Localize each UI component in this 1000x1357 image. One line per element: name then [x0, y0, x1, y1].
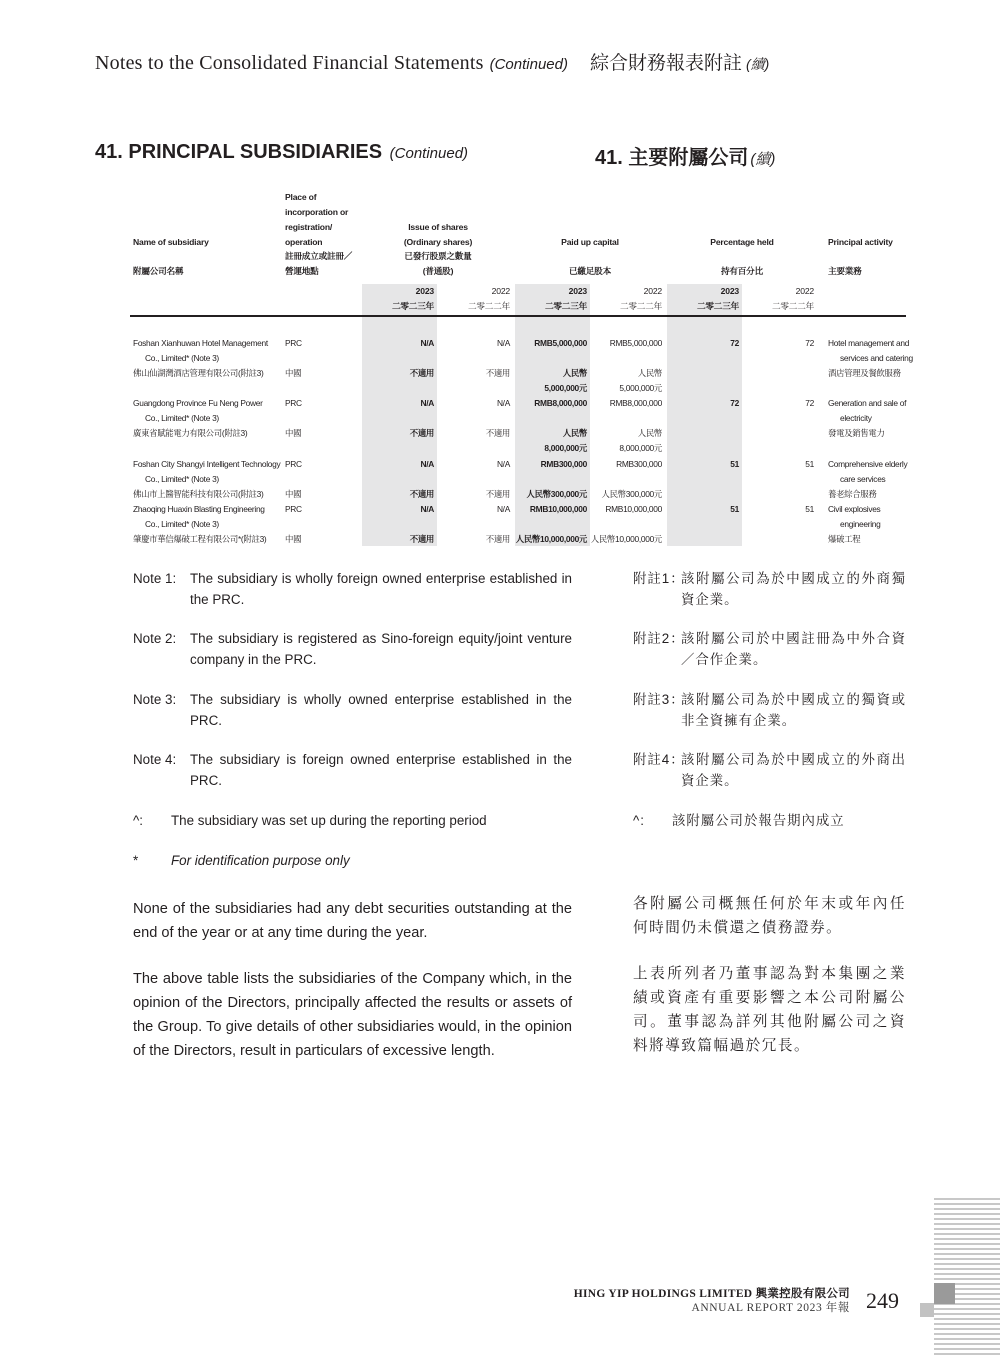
year-issue-2022: 2022: [491, 286, 510, 296]
year-paid-2023: 2023: [568, 286, 587, 296]
row4-pct-2022: 51: [805, 504, 814, 514]
row3-pct-2023: 51: [730, 459, 739, 469]
note-caret-en: ^: The subsidiary was set up during the reporting period: [133, 813, 487, 828]
th-name-en: Name of subsidiary: [133, 237, 209, 247]
row1-name-zh: 佛山仙湖灣酒店管理有限公司(附註3): [133, 368, 264, 378]
row4-place-zh: 中國: [285, 534, 302, 544]
th-paid-en: Paid up capital: [561, 237, 619, 247]
row2-paid-2022-en: RMB8,000,000: [609, 398, 662, 408]
row4-activity-en-1: Civil explosives: [828, 504, 881, 514]
row2-name-en-2: Co., Limited* (Note 3): [145, 413, 219, 423]
row3-pct-2022: 51: [805, 459, 814, 469]
note-2-zh: 附註2： 該附屬公司於中國註冊為中外合資／合作企業。: [633, 631, 906, 667]
th-name-zh: 附屬公司名稱: [133, 266, 184, 276]
running-header: [95, 48, 769, 75]
row1-pct-2022: 72: [805, 338, 814, 348]
row3-name-en-2: Co., Limited* (Note 3): [145, 474, 219, 484]
row1-issue-2022-en: N/A: [496, 338, 510, 348]
note-1-zh: 附註1： 該附屬公司為於中國成立的外商獨資企業。: [633, 571, 906, 607]
year-pct-2022: 2022: [795, 286, 814, 296]
year-issue-2023: 2023: [415, 286, 434, 296]
row1-issue-2023-en: N/A: [420, 338, 434, 348]
row4-issue-2022-zh: 不適用: [485, 534, 510, 544]
row1-place-en: PRC: [285, 338, 302, 348]
row1-paid-2023-zh-2: 5,000,000元: [544, 383, 587, 393]
row2-issue-2023-en: N/A: [420, 398, 434, 408]
row3-issue-2022-en: N/A: [496, 459, 510, 469]
row1-activity-en-2: services and catering: [840, 353, 913, 363]
row1-name-en-1: Foshan Xianhuwan Hotel Management: [133, 338, 268, 348]
row3-place-en: PRC: [285, 459, 302, 469]
row2-paid-2023-en: RMB8,000,000: [534, 398, 587, 408]
row4-paid-2023-en: RMB10,000,000: [529, 504, 587, 514]
row3-name-zh: 佛山市上醫智能科技有限公司(附註3): [133, 489, 264, 499]
row4-name-en-2: Co., Limited* (Note 3): [145, 519, 219, 529]
row4-activity-zh: 爆破工程: [828, 534, 861, 544]
section-title-en: 41. PRINCIPAL SUBSIDIARIES (Continued): [95, 141, 469, 163]
th-issue-en-2: (Ordinary shares): [403, 237, 473, 247]
row1-issue-2023-zh: 不適用: [409, 368, 434, 378]
th-pct-zh: 持有百分比: [721, 266, 763, 276]
footer-small-square-decoration: [920, 1303, 934, 1317]
row4-paid-2023-zh-1: 人民幣10,000,000元: [515, 534, 587, 544]
row1-paid-2022-zh-1: 人民幣: [637, 368, 662, 378]
th-activity-zh: 主要業務: [828, 266, 862, 276]
row1-activity-zh: 酒店管理及餐飲服務: [828, 368, 901, 378]
row3-paid-2023-en: RMB300,000: [540, 459, 587, 469]
row2-issue-2022-zh: 不適用: [485, 428, 510, 438]
row1-paid-2023-en: RMB5,000,000: [534, 338, 587, 348]
paragraph-table-zh: 上表所列者乃董事認為對本集團之業績或資產有重要影響之本公司附屬公司。董事認為詳列其他附屬公司之資料將導致篇幅過於冗長。: [633, 966, 906, 1054]
note-2-en: Note 2: The subsidiary is registered as Sino-foreign equity/joint venture company in the PRC.: [133, 631, 572, 667]
row4-place-en: PRC: [285, 504, 302, 514]
header-title-en: Notes to the Consolidated Financial Statements: [95, 52, 484, 74]
row3-paid-2023-zh-1: 人民幣300,000元: [526, 489, 587, 499]
note-asterisk-en: * For identification purpose only: [133, 853, 350, 868]
year-paid-2023-zh: 二零二三年: [545, 301, 587, 311]
row3-issue-2022-zh: 不適用: [485, 489, 510, 499]
row4-activity-en-2: engineering: [840, 519, 881, 529]
table-header-rule: [130, 315, 906, 317]
row2-name-zh: 廣東省賦能電力有限公司(附註3): [133, 428, 248, 438]
th-place-en-2: incorporation or: [285, 207, 349, 217]
row3-activity-zh: 養老綜合服務: [828, 489, 877, 499]
row2-issue-2022-en: N/A: [496, 398, 510, 408]
th-pct-en: Percentage held: [710, 237, 774, 247]
row2-pct-2022: 72: [805, 398, 814, 408]
year-issue-2022-zh: 二零二二年: [468, 301, 510, 311]
th-place-en-3: registration/: [285, 222, 333, 232]
row4-pct-2023: 51: [730, 504, 739, 514]
section-title-zh: 41. 主要附屬公司 (續): [595, 147, 776, 169]
note-4-zh: 附註4： 該附屬公司為於中國成立的外商出資企業。: [633, 752, 906, 788]
row3-paid-2022-zh-1: 人民幣300,000元: [601, 489, 662, 499]
row2-activity-en-1: Generation and sale of: [828, 398, 907, 408]
th-place-en-4: operation: [285, 237, 323, 247]
row2-activity-zh: 發電及銷售電力: [828, 428, 885, 438]
row4-issue-2023-zh: 不適用: [409, 534, 434, 544]
row3-activity-en-2: care services: [840, 474, 886, 484]
row2-place-zh: 中國: [285, 428, 302, 438]
note-caret-zh: ^: 該附屬公司於報告期內成立: [633, 813, 845, 828]
th-paid-zh: 已繳足股本: [569, 266, 611, 276]
row4-issue-2023-en: N/A: [420, 504, 434, 514]
th-place-zh-2: 營運地點: [285, 266, 319, 276]
th-place-en-1: Place of: [285, 192, 317, 202]
row4-paid-2022-zh-1: 人民幣10,000,000元: [590, 534, 662, 544]
th-issue-zh-1: 已發行股票之數量: [404, 251, 472, 261]
footer-stripes-decoration: [934, 1198, 1000, 1357]
row1-paid-2022-en: RMB5,000,000: [609, 338, 662, 348]
year-pct-2023-zh: 二零二三年: [697, 301, 739, 311]
year-paid-2022: 2022: [643, 286, 662, 296]
footer-company: HING YIP HOLDINGS LIMITED 興業控股有限公司: [573, 1288, 850, 1300]
note-3-en: Note 3: The subsidiary is wholly owned enterprise established in the PRC.: [133, 692, 572, 728]
paragraph-table-en: The above table lists the subsidiaries of the Company which, in the opinion of the Directors, principally affected the results or assets of the Group. To give details of other subsidiaries would, in the opinion of the Directors, result in particulars of excessive length.: [133, 971, 572, 1059]
row3-issue-2023-en: N/A: [420, 459, 434, 469]
header-continued-zh: (續): [746, 56, 770, 72]
row2-place-en: PRC: [285, 398, 302, 408]
row2-issue-2023-zh: 不適用: [409, 428, 434, 438]
footer-report: ANNUAL REPORT 2023 年報: [691, 1302, 850, 1314]
row4-issue-2022-en: N/A: [496, 504, 510, 514]
row4-name-zh: 肇慶市華信爆破工程有限公司*(附註3): [133, 534, 267, 544]
row1-pct-2023: 72: [730, 338, 739, 348]
th-activity-en: Principal activity: [828, 237, 893, 247]
row3-paid-2022-en: RMB300,000: [616, 459, 662, 469]
row1-place-zh: 中國: [285, 368, 302, 378]
row1-paid-2023-zh-1: 人民幣: [562, 368, 587, 378]
row3-issue-2023-zh: 不適用: [409, 489, 434, 499]
paragraph-debt-zh: 各附屬公司概無任何於年末或年內任何時間仍未償還之債務證券。: [633, 896, 906, 936]
note-3-zh: 附註3： 該附屬公司為於中國成立的獨資或非全資擁有企業。: [633, 692, 906, 728]
th-issue-en-1: Issue of shares: [408, 222, 468, 232]
th-issue-zh-2: (普通股): [422, 266, 454, 276]
note-4-en: Note 4: The subsidiary is foreign owned enterprise established in the PRC.: [133, 752, 572, 788]
row2-paid-2022-zh-2: 8,000,000元: [619, 443, 662, 453]
page-number: 249: [866, 1288, 899, 1313]
row2-name-en-1: Guangdong Province Fu Neng Power: [133, 398, 263, 408]
row3-place-zh: 中國: [285, 489, 302, 499]
year-pct-2022-zh: 二零二二年: [772, 301, 814, 311]
year-paid-2022-zh: 二零二二年: [620, 301, 662, 311]
th-place-zh-1: 註冊成立或註冊／: [285, 251, 353, 261]
year-issue-2023-zh: 二零二三年: [392, 301, 434, 311]
row2-paid-2022-zh-1: 人民幣: [637, 428, 662, 438]
footer-square-decoration: [934, 1283, 955, 1304]
row1-issue-2022-zh: 不適用: [485, 368, 510, 378]
row2-paid-2023-zh-2: 8,000,000元: [544, 443, 587, 453]
row4-paid-2022-en: RMB10,000,000: [605, 504, 662, 514]
row3-activity-en-1: Comprehensive elderly: [828, 459, 908, 469]
header-title-zh: 綜合財務報表附註: [589, 52, 742, 74]
row2-pct-2023: 72: [730, 398, 739, 408]
row1-activity-en-1: Hotel management and: [828, 338, 910, 348]
row1-name-en-2: Co., Limited* (Note 3): [145, 353, 219, 363]
paragraph-debt-en: None of the subsidiaries had any debt securities outstanding at the end of the year or at any time during the year.: [133, 901, 572, 941]
row2-activity-en-2: electricity: [840, 413, 872, 423]
row1-paid-2022-zh-2: 5,000,000元: [619, 383, 662, 393]
row3-name-en-1: Foshan City Shangyi Intelligent Technology: [133, 459, 281, 469]
note-1-en: Note 1: The subsidiary is wholly foreign owned enterprise established in the PRC.: [133, 571, 572, 607]
year-pct-2023: 2023: [720, 286, 739, 296]
header-continued-en: (Continued): [489, 56, 568, 73]
row4-name-en-1: Zhaoqing Huaxin Blasting Engineering: [133, 504, 265, 514]
row2-paid-2023-zh-1: 人民幣: [562, 428, 587, 438]
